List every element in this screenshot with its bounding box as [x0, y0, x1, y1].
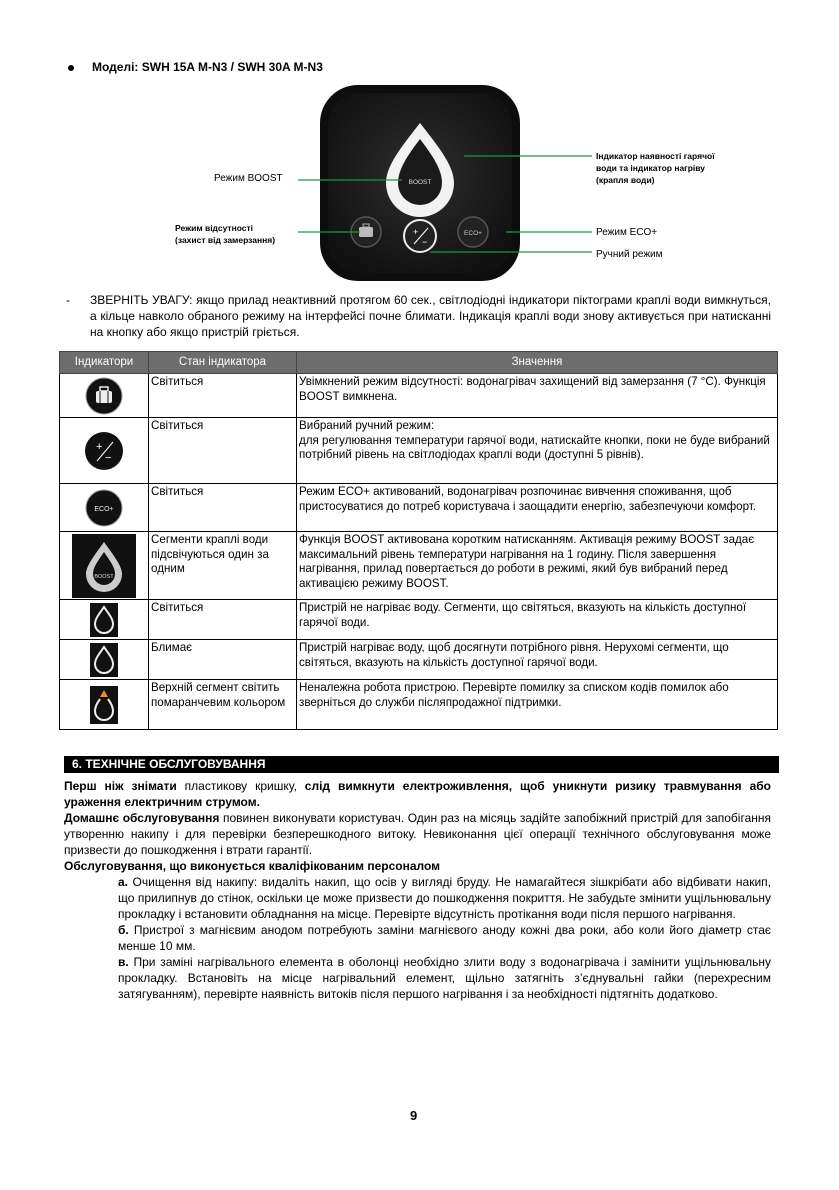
table-row: + − Світиться Вибраний ручний режим: для регулювання температури гарячої води, натискайте кнопки, поки не буде вибраний потрібний рівень на світлодіодах краплі води (доступні 5 рівнів). — [60, 418, 778, 484]
table-row: Світиться Увімкнений режим відсутності: водонагрівач захищений від замерзання (7 °C). Функція BOOST вимкнена. — [60, 374, 778, 418]
panel-boost-text: BOOST — [408, 179, 432, 186]
suitcase-icon — [84, 376, 124, 416]
svg-text:+: + — [413, 227, 419, 237]
table-row: Світиться Пристрій не нагріває воду. Сегменти, що світяться, вказують на кількість доступної гарячої води. — [60, 600, 778, 640]
label-eco: Режим ECO+ — [596, 227, 658, 238]
water-drop-icon — [90, 603, 118, 637]
indicator-table — [59, 351, 778, 730]
table-row: Блимає Пристрій нагріває воду, щоб досягнути потрібного рівня. Нерухомі сегменти, що світяться, вказують на кількість доступної гарячої води. — [60, 640, 778, 680]
water-drop-icon — [90, 643, 118, 677]
svg-text:BOOST: BOOST — [94, 573, 114, 580]
table-row: BOOST Сегменти краплі води підсвічуються один за одним Функція BOOST активована коротким натисканням. Активація режиму BOOST задає максимальний рівень температури нагрівання на 1 годину. Після завершення нагрівання, прилад повертається до роботи в режимі, який був вибраний перед активацією режиму BOOST. — [60, 532, 778, 600]
col-header-meaning: Значення — [297, 352, 778, 374]
label-manual: Ручний режим — [596, 249, 663, 260]
paragraph-pro: Обслуговування, що виконується кваліфікованим персоналом — [64, 859, 441, 873]
plus-minus-icon — [82, 429, 126, 473]
col-header-state: Стан індикатора — [149, 352, 297, 374]
maintenance-text — [64, 778, 771, 1002]
item-c: в. При заміні нагрівального елемента в оболонці необхідно злити воду з водонагрівача і замінити ущільнювальну прокладку. Встановіть на місце нагрівальний елемент, щільно затягніть з’єднувальні гайки (перехресним затягуванням), перевірте наявність витоків після першого нагрівання і за необхідності підтягніть додатково. — [118, 955, 771, 1001]
label-boost: Режим BOOST — [214, 173, 283, 184]
label-indicator: Індикатор наявності гарячої води та індикатор нагріву (крапля води) — [596, 151, 715, 185]
svg-text:−: − — [422, 237, 428, 247]
table-row: ECO+ Світиться Режим ECO+ активований, водонагрівач розпочинає вивчення споживання, щоб пристосуватися до потреб користувача і заощадити енергію, забезпечуючи комфорт. — [60, 484, 778, 532]
item-a: а. Очищення від накипу: видаліть накип, що осів у вигляді бруду. Не намагайтеся зішкрібати або відбивати накип, що прилипнув до стінок, оскільки це може призвести до пошкодження покриття. Не забудьте змінити ущільнювальну прокладку і встановити обладнання на місце. Перевірте відсутність протікання води після першого нагрівання. — [118, 875, 771, 921]
panel-eco-text: ECO+ — [464, 230, 482, 237]
item-b: б. Пристрої з магнієвим анодом потребують заміни магнієвого аноду кожні два роки, або коли його діаметр стає менше 10 мм. — [118, 923, 771, 953]
table-row: Верхній сегмент світить помаранчевим кольором Неналежна робота пристрою. Перевірте помилку за списком кодів помилок або зверніться до служби післяпродажної підтримки. — [60, 680, 778, 730]
svg-text:+: + — [96, 440, 103, 453]
models-heading: Моделі: SWH 15A M-N3 / SWH 30A M-N3 — [68, 60, 323, 74]
notice: - ЗВЕРНІТЬ УВАГУ: якщо прилад неактивний протягом 60 сек., світлодіодні індикатори піктограми краплі води вимкнуться, а кільце навколо обраного режиму на інтерфейсі почне блимати. Індикація краплі води знову активується при натисканні на кнопку або якщо пристрій гріється. — [66, 293, 771, 339]
paragraph-home: Домашнє обслуговування повинен виконувати користувач. Один раз на місяць задійте запобіжний пристрій для запобігання утворенню накипу і для перевірки безперешкодного витоку. Невиконання цієї операції технічного обслуговування може призвести до пошкодження і втрати гарантії. — [64, 811, 771, 857]
boost-drop-icon — [72, 534, 136, 598]
page-number: 9 — [410, 1108, 418, 1123]
section-title: 6. ТЕХНІЧНЕ ОБСЛУГОВУВАННЯ — [64, 756, 779, 773]
water-drop-orange-icon — [90, 686, 118, 724]
svg-text:ECO+: ECO+ — [94, 505, 114, 513]
eco-icon — [84, 488, 124, 528]
label-absence: Режим відсутності (захист від замерзання) — [175, 223, 276, 245]
col-header-indicators: Індикатори — [60, 352, 149, 374]
paragraph-warning: Перш ніж знімати пластикову кришку, слід вимкнути електроживлення, щоб уникнути ризику травмування або ураження електричним струмом. — [64, 779, 771, 809]
table-header-row — [60, 352, 778, 374]
svg-text:−: − — [105, 451, 112, 464]
